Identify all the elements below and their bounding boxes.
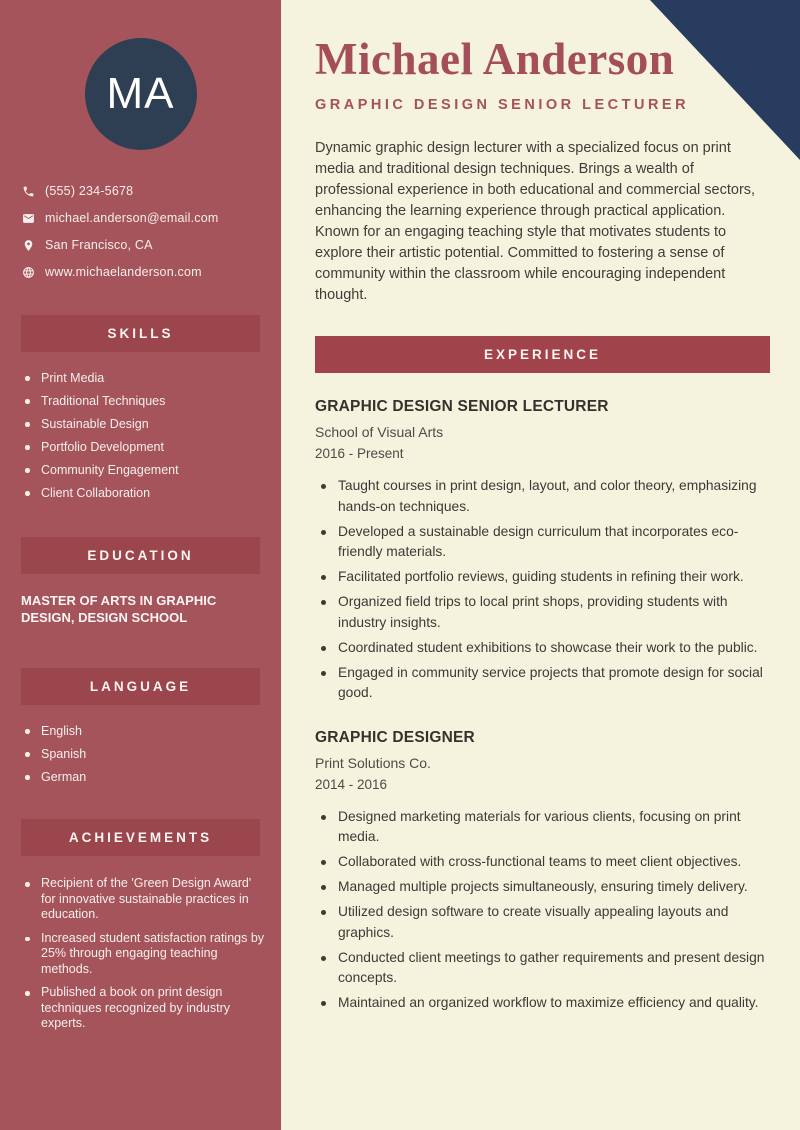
language-header: LANGUAGE — [21, 668, 260, 705]
job-bullet: Maintained an organized workflow to maximize efficiency and quality. — [321, 993, 769, 1014]
sidebar — [0, 0, 281, 1130]
achievements-header: ACHIEVEMENTS — [21, 819, 260, 856]
job-bullet: Coordinated student exhibitions to showcase their work to the public. — [321, 638, 769, 659]
skill-item: Traditional Techniques — [25, 393, 281, 409]
location-text: San Francisco, CA — [45, 238, 153, 252]
phone-icon — [22, 185, 35, 198]
job-bullet: Designed marketing materials for various clients, focusing on print media. — [321, 807, 769, 848]
job-dates: 2016 - Present — [315, 446, 404, 462]
job-entry — [315, 398, 770, 704]
job-bullet-list — [321, 476, 770, 704]
globe-icon — [22, 266, 35, 279]
email-icon — [22, 212, 35, 225]
contact-email — [22, 211, 281, 225]
skill-item: Community Engagement — [25, 462, 281, 478]
job-dates: 2014 - 2016 — [315, 776, 388, 792]
achievement-item: Recipient of the 'Green Design Award' for innovative sustainable practices in education. — [25, 876, 281, 923]
achievement-item: Increased student satisfaction ratings by 25% through engaging teaching methods. — [25, 931, 281, 978]
job-bullet: Developed a sustainable design curriculum that incorporates eco-friendly materials. — [321, 522, 769, 563]
job-role: GRAPHIC DESIGN SENIOR LECTURER — [315, 398, 609, 416]
email-address: michael.anderson@email.com — [45, 211, 219, 225]
phone-number: (555) 234-5678 — [45, 184, 134, 198]
job-bullet: Taught courses in print design, layout, and color theory, emphasizing hands-on techniques. — [321, 476, 769, 517]
job-bullet: Facilitated portfolio reviews, guiding students in refining their work. — [321, 567, 769, 588]
education-header: EDUCATION — [21, 537, 260, 574]
website-url: www.michaelanderson.com — [45, 265, 202, 279]
job-entry — [315, 729, 770, 1014]
avatar — [85, 38, 197, 150]
contact-section — [22, 184, 281, 279]
skill-item: Client Collaboration — [25, 485, 281, 501]
skill-item: Portfolio Development — [25, 439, 281, 455]
person-name: Michael Anderson — [315, 34, 675, 84]
education-degree: MASTER OF ARTS IN GRAPHIC DESIGN, DESIGN SCHOOL — [21, 593, 217, 625]
language-item: English — [25, 723, 281, 739]
job-bullet-list — [321, 807, 770, 1014]
contact-phone — [22, 184, 281, 198]
job-bullet: Engaged in community service projects that promote design for social good. — [321, 663, 769, 704]
job-company: School of Visual Arts — [315, 424, 444, 441]
skills-header: SKILLS — [21, 315, 260, 352]
job-bullet: Managed multiple projects simultaneously, ensuring timely delivery. — [321, 877, 769, 898]
skill-item: Print Media — [25, 370, 281, 386]
language-list — [25, 723, 281, 785]
profile-summary: Dynamic graphic design lecturer with a specialized focus on print media and traditional design techniques. Brings a wealth of professional experience in both educational and commercial sectors, enhancing the learning experience through practical application. Known for an engaging teaching style that motivates students to explore their artistic potential. Committed to fostering a sense of community within the classroom while encouraging independent thought. — [315, 140, 756, 304]
job-role: GRAPHIC DESIGNER — [315, 728, 475, 746]
achievement-item: Published a book on print design techniques recognized by industry experts. — [25, 985, 281, 1032]
language-item: Spanish — [25, 746, 281, 762]
contact-website — [22, 265, 281, 279]
job-bullet: Utilized design software to create visually appealing layouts and graphics. — [321, 902, 769, 943]
language-item: German — [25, 769, 281, 785]
person-headline: GRAPHIC DESIGN SENIOR LECTURER — [315, 97, 690, 114]
skill-item: Sustainable Design — [25, 416, 281, 432]
job-bullet: Collaborated with cross-functional teams to meet client objectives. — [321, 852, 769, 873]
job-bullet: Organized field trips to local print shops, providing students with industry insights. — [321, 592, 769, 633]
location-pin-icon — [22, 239, 35, 252]
job-company: Print Solutions Co. — [315, 754, 431, 771]
main-column — [281, 0, 800, 1130]
contact-location — [22, 238, 281, 252]
experience-section-header: EXPERIENCE — [315, 336, 770, 373]
skills-list — [25, 370, 281, 501]
avatar-initials: MA — [106, 69, 175, 118]
achievements-list — [25, 876, 281, 1032]
job-bullet: Conducted client meetings to gather requirements and present design concepts. — [321, 948, 769, 989]
